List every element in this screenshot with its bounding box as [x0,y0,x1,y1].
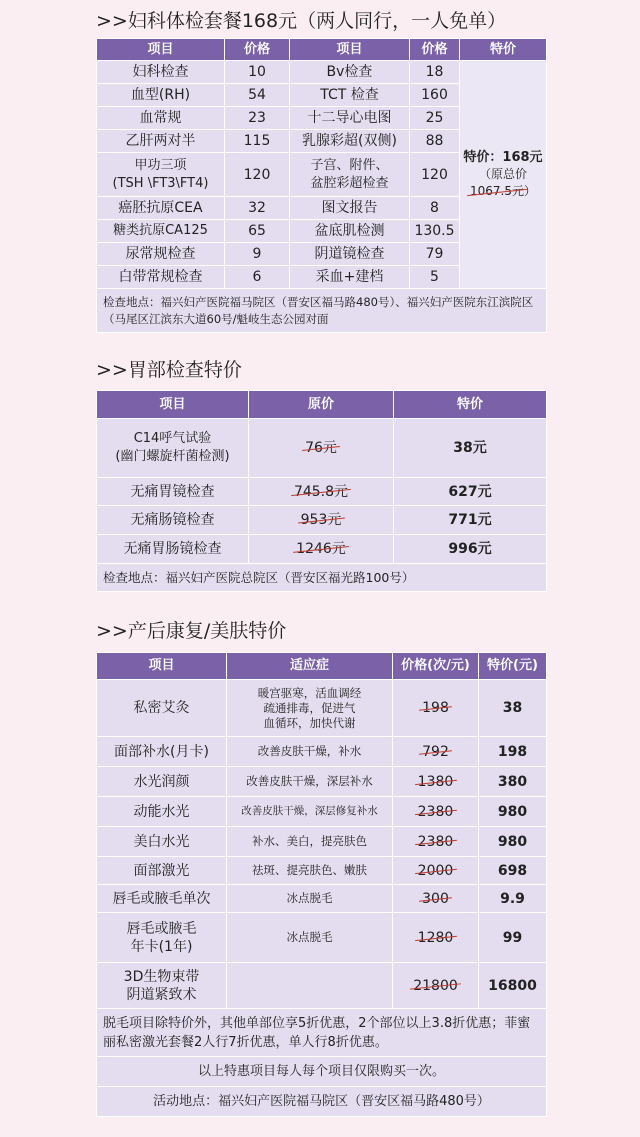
original-price-cell [393,827,479,857]
table-row [97,913,547,963]
price-cell: 6 [225,266,290,289]
table-row [97,680,547,737]
original-price-cell [249,535,394,564]
original-price: 2380 [417,803,454,820]
original-price: 953元 [300,512,342,528]
section1-title: >>妇科体检套餐168元（两人同行，一人免单） [96,10,507,32]
item-cell: 无痛胃镜检查 [97,478,249,506]
item-cell: 美白水光 [97,827,227,857]
special-price-cell: 38 [479,680,547,737]
item-cell: 私密艾灸 [97,680,227,737]
item-cell: TCT 检查 [290,84,410,107]
price-cell: 88 [410,130,460,153]
original-price-cell [393,885,479,913]
original-price: 2000 [417,862,454,879]
special-price-cell: 16800 [479,963,547,1009]
indication-cell: 补水、美白，提亮肤色 [227,827,393,857]
original-price-cell [393,797,479,827]
price-cell: 23 [225,107,290,130]
original-price-cell [393,857,479,885]
section3-limit-note: 以上特惠项目每人每个项目仅限购买一次。 [97,1057,547,1087]
original-price-cell [393,680,479,737]
special-price-cell: 980 [479,827,547,857]
section1-location: 检查地点：福兴妇产医院福马院区（晋安区福马路480号）、福兴妇产医院东江滨院区（马尾区江滨东大道60号/魁岐生态公园对面 [97,289,547,333]
original-price-cell [393,737,479,767]
special-price-cell [460,61,547,289]
indication-cell [227,963,393,1009]
section3-location: 活动地点：福兴妇产医院福马院区（晋安区福马路480号） [97,1087,547,1117]
original-price: 745.8元 [293,483,349,500]
header-indication: 适应症 [227,653,393,680]
item-cell: 甲功三项 (TSH \FT3\FT4) [97,153,225,197]
table-row [97,797,547,827]
item-cell: 图文报告 [290,197,410,220]
price-cell: 8 [410,197,460,220]
item-cell: Bv检查 [290,61,410,84]
table-row [97,61,547,84]
item-cell: 无痛肠镜检查 [97,506,249,535]
table-row [97,885,547,913]
item-cell: 盆底肌检测 [290,220,410,243]
original-price-cell [249,419,394,478]
special-price-cell: 771元 [394,506,547,535]
original-price-cell [249,506,394,535]
special-price-cell: 38元 [394,419,547,478]
special-price-cell: 9.9 [479,885,547,913]
original-total-close: ） [523,184,536,198]
price-cell: 79 [410,243,460,266]
price-cell: 130.5 [410,220,460,243]
section2-title: >>胃部检查特价 [96,359,242,381]
table-row [97,857,547,885]
header-special: 特价(元) [479,653,547,680]
header-item: 项目 [97,653,227,680]
section2-table [96,390,547,592]
special-price-label: 特价：168元 [463,150,543,165]
item-cell: 面部补水(月卡) [97,737,227,767]
item-cell: 子宫、附件、 盆腔彩超检查 [290,153,410,197]
original-price-cell [393,913,479,963]
special-price-cell: 996元 [394,535,547,564]
item-cell: 动能水光 [97,797,227,827]
section1-table [96,38,547,333]
price-cell: 115 [225,130,290,153]
item-cell: 血常规 [97,107,225,130]
header-price: 价格(次/元) [393,653,479,680]
special-price-cell: 698 [479,857,547,885]
table-row [97,478,547,506]
original-price: 1246元 [296,541,346,557]
table-row [97,737,547,767]
item-cell: 唇毛或腋毛单次 [97,885,227,913]
header-price-1: 价格 [225,39,290,61]
item-cell: 乙肝两对半 [97,130,225,153]
original-price: 2380 [417,833,454,850]
item-cell: 十二导心电图 [290,107,410,130]
price-cell: 160 [410,84,460,107]
price-cell: 25 [410,107,460,130]
original-price-cell [393,963,479,1009]
header-original: 原价 [249,391,394,419]
price-cell: 9 [225,243,290,266]
indication-cell: 冰点脱毛 [227,913,393,963]
table-row [97,827,547,857]
original-price: 1380 [417,773,454,790]
indication-cell: 冰点脱毛 [227,885,393,913]
header-special: 特价 [460,39,547,61]
item-cell: 血型(RH) [97,84,225,107]
table-row [97,767,547,797]
price-cell: 120 [410,153,460,197]
section3-table [96,652,547,1117]
price-cell: 18 [410,61,460,84]
item-cell: 水光润颜 [97,767,227,797]
original-total-label: （原总价 [478,167,527,181]
indication-cell: 改善皮肤干燥，深层修复补水 [227,797,393,827]
original-price: 76元 [305,440,337,456]
price-cell: 120 [225,153,290,197]
original-price: 198 [422,700,449,716]
special-price-cell: 99 [479,913,547,963]
original-price-cell [249,478,394,506]
item-cell: 妇科检查 [97,61,225,84]
indication-cell: 祛斑、提亮肤色、嫩肤 [227,857,393,885]
table-row [97,963,547,1009]
header-special: 特价 [394,391,547,419]
table-row [97,535,547,564]
item-cell: 糖类抗原CA125 [97,220,225,243]
price-cell: 10 [225,61,290,84]
item-cell: 3D生物束带 阴道紧致术 [97,963,227,1009]
price-cell: 5 [410,266,460,289]
item-cell: 白带常规检查 [97,266,225,289]
table-row [97,506,547,535]
header-price-2: 价格 [410,39,460,61]
table-row [97,419,547,478]
section3-discount-note: 脱毛项目除特价外，其他单部位享5折优惠，2个部位以上3.8折优惠；菲蜜丽私密激光套餐2人行7折优惠，单人行8折优惠。 [97,1009,547,1057]
item-cell: 尿常规检查 [97,243,225,266]
item-cell: 癌胚抗原CEA [97,197,225,220]
original-price: 21800 [413,977,458,994]
special-price-cell: 198 [479,737,547,767]
item-cell: C14呼气试验 (幽门螺旋杆菌检测) [97,419,249,478]
price-cell: 32 [225,197,290,220]
item-cell: 阴道镜检查 [290,243,410,266]
indication-cell: 暖宫驱寒，活血调经 疏通排毒，促进气 血循环，加快代谢 [227,680,393,737]
item-cell: 唇毛或腋毛 年卡(1年) [97,913,227,963]
price-cell: 65 [225,220,290,243]
original-price: 300 [422,890,449,907]
price-cell: 54 [225,84,290,107]
original-price: 792 [422,743,449,760]
special-price-cell: 627元 [394,478,547,506]
item-cell: 采血+建档 [290,266,410,289]
section2-location: 检查地点：福兴妇产医院总院区（晋安区福光路100号） [97,564,547,592]
item-cell: 无痛胃肠镜检查 [97,535,249,564]
original-price: 1280 [417,929,454,946]
item-cell: 乳腺彩超(双侧) [290,130,410,153]
original-total-price: 1067.5元 [469,184,524,198]
special-price-cell: 980 [479,797,547,827]
header-item: 项目 [97,391,249,419]
section3-title: >>产后康复/美肤特价 [96,620,287,642]
original-price-cell [393,767,479,797]
header-item-1: 项目 [97,39,225,61]
special-price-cell: 380 [479,767,547,797]
item-cell: 面部激光 [97,857,227,885]
indication-cell: 改善皮肤干燥，补水 [227,737,393,767]
header-item-2: 项目 [290,39,410,61]
indication-cell: 改善皮肤干燥，深层补水 [227,767,393,797]
